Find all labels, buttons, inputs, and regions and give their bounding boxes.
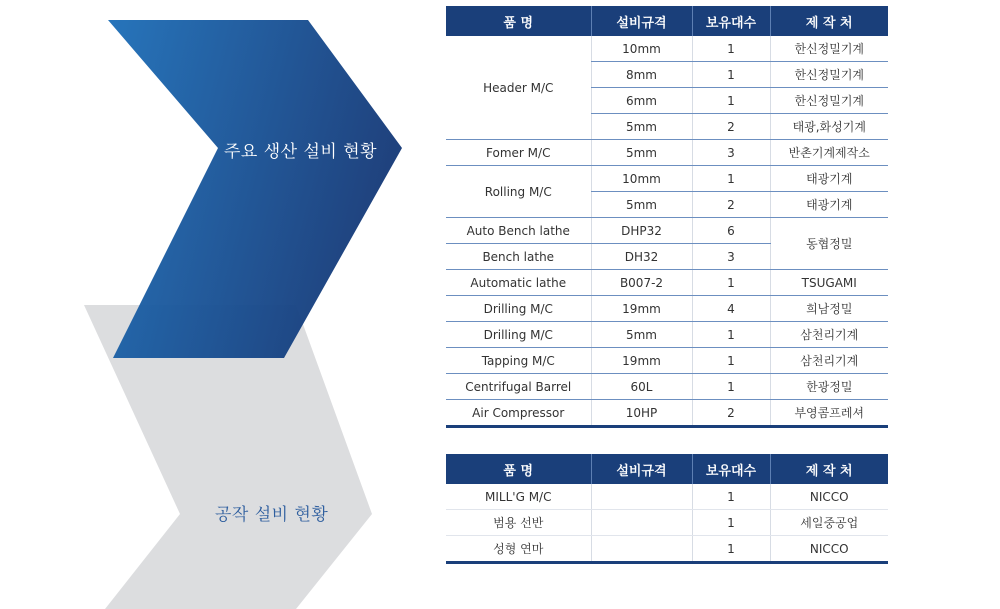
- equipment-maker: 한광정밀: [770, 374, 888, 400]
- equipment-maker: 희남정밀: [770, 296, 888, 322]
- header-name: 품 명: [446, 6, 591, 36]
- table-row: [446, 510, 888, 536]
- equipment-name: 범용 선반: [446, 510, 591, 536]
- equipment-maker: 동협정밀: [770, 218, 888, 270]
- production-equipment-table: [446, 6, 888, 428]
- equipment-spec: 5mm: [591, 322, 692, 348]
- equipment-spec: 5mm: [591, 114, 692, 140]
- equipment-spec: [591, 510, 692, 536]
- equipment-spec: DHP32: [591, 218, 692, 244]
- table-row: [446, 166, 888, 192]
- equipment-spec: 5mm: [591, 192, 692, 218]
- equipment-spec: 60L: [591, 374, 692, 400]
- equipment-spec: DH32: [591, 244, 692, 270]
- equipment-maker: TSUGAMI: [770, 270, 888, 296]
- tooling-section-label: 공작 설비 현황: [215, 505, 329, 525]
- equipment-name: Centrifugal Barrel: [446, 374, 591, 400]
- equipment-name: Drilling M/C: [446, 322, 591, 348]
- table-row: [446, 36, 888, 62]
- equipment-count: 1: [692, 348, 770, 374]
- header-name: 품 명: [446, 454, 591, 484]
- table-row: [446, 536, 888, 563]
- equipment-spec: 8mm: [591, 62, 692, 88]
- equipment-count: 1: [692, 166, 770, 192]
- table-header-row: [446, 454, 888, 484]
- equipment-spec: B007-2: [591, 270, 692, 296]
- tooling-equipment-table: [446, 454, 888, 564]
- equipment-count: 1: [692, 270, 770, 296]
- equipment-spec: 19mm: [591, 296, 692, 322]
- production-chevron-shape: [108, 20, 402, 358]
- equipment-count: 1: [692, 62, 770, 88]
- equipment-count: 2: [692, 114, 770, 140]
- equipment-name: Drilling M/C: [446, 296, 591, 322]
- equipment-count: 1: [692, 88, 770, 114]
- equipment-name: Air Compressor: [446, 400, 591, 427]
- table-row: [446, 400, 888, 427]
- equipment-count: 6: [692, 218, 770, 244]
- equipment-spec: [591, 536, 692, 563]
- table-row: [446, 484, 888, 510]
- equipment-maker: 한신정밀기계: [770, 88, 888, 114]
- equipment-maker: 삼천리기계: [770, 322, 888, 348]
- equipment-spec: 10mm: [591, 36, 692, 62]
- production-section-label: 주요 생산 설비 현황: [224, 142, 378, 162]
- equipment-maker: 태광,화성기계: [770, 114, 888, 140]
- equipment-count: 2: [692, 400, 770, 427]
- equipment-name: Auto Bench lathe: [446, 218, 591, 244]
- equipment-count: 4: [692, 296, 770, 322]
- equipment-maker: 태광기계: [770, 192, 888, 218]
- equipment-name: Rolling M/C: [446, 166, 591, 218]
- equipment-spec: 19mm: [591, 348, 692, 374]
- equipment-count: 1: [692, 536, 770, 563]
- equipment-maker: 부영콤프레셔: [770, 400, 888, 427]
- equipment-name: Bench lathe: [446, 244, 591, 270]
- equipment-spec: [591, 484, 692, 510]
- equipment-maker: NICCO: [770, 536, 888, 563]
- table-row: [446, 374, 888, 400]
- equipment-count: 1: [692, 322, 770, 348]
- header-spec: 설비규격: [591, 6, 692, 36]
- equipment-count: 1: [692, 36, 770, 62]
- header-count: 보유대수: [692, 6, 770, 36]
- equipment-name: Fomer M/C: [446, 140, 591, 166]
- header-spec: 설비규격: [591, 454, 692, 484]
- equipment-count: 2: [692, 192, 770, 218]
- table-row: [446, 218, 888, 244]
- equipment-maker: 태광기계: [770, 166, 888, 192]
- equipment-count: 1: [692, 484, 770, 510]
- table-row: [446, 348, 888, 374]
- equipment-maker: 삼천리기계: [770, 348, 888, 374]
- equipment-maker: NICCO: [770, 484, 888, 510]
- equipment-maker: 한신정밀기계: [770, 36, 888, 62]
- table-row: [446, 270, 888, 296]
- equipment-count: 3: [692, 244, 770, 270]
- table-row: [446, 296, 888, 322]
- header-maker: 제 작 처: [770, 454, 888, 484]
- equipment-count: 1: [692, 374, 770, 400]
- equipment-maker: 반촌기계제작소: [770, 140, 888, 166]
- header-maker: 제 작 처: [770, 6, 888, 36]
- equipment-count: 3: [692, 140, 770, 166]
- header-count: 보유대수: [692, 454, 770, 484]
- equipment-spec: 5mm: [591, 140, 692, 166]
- equipment-maker: 한신정밀기계: [770, 62, 888, 88]
- equipment-name: 성형 연마: [446, 536, 591, 563]
- equipment-name: Tapping M/C: [446, 348, 591, 374]
- table-row: [446, 140, 888, 166]
- equipment-name: Automatic lathe: [446, 270, 591, 296]
- table-header-row: [446, 6, 888, 36]
- equipment-spec: 6mm: [591, 88, 692, 114]
- equipment-count: 1: [692, 510, 770, 536]
- equipment-spec: 10mm: [591, 166, 692, 192]
- table-row: [446, 322, 888, 348]
- equipment-name: MILL'G M/C: [446, 484, 591, 510]
- equipment-maker: 세일중공업: [770, 510, 888, 536]
- equipment-spec: 10HP: [591, 400, 692, 427]
- equipment-name: Header M/C: [446, 36, 591, 140]
